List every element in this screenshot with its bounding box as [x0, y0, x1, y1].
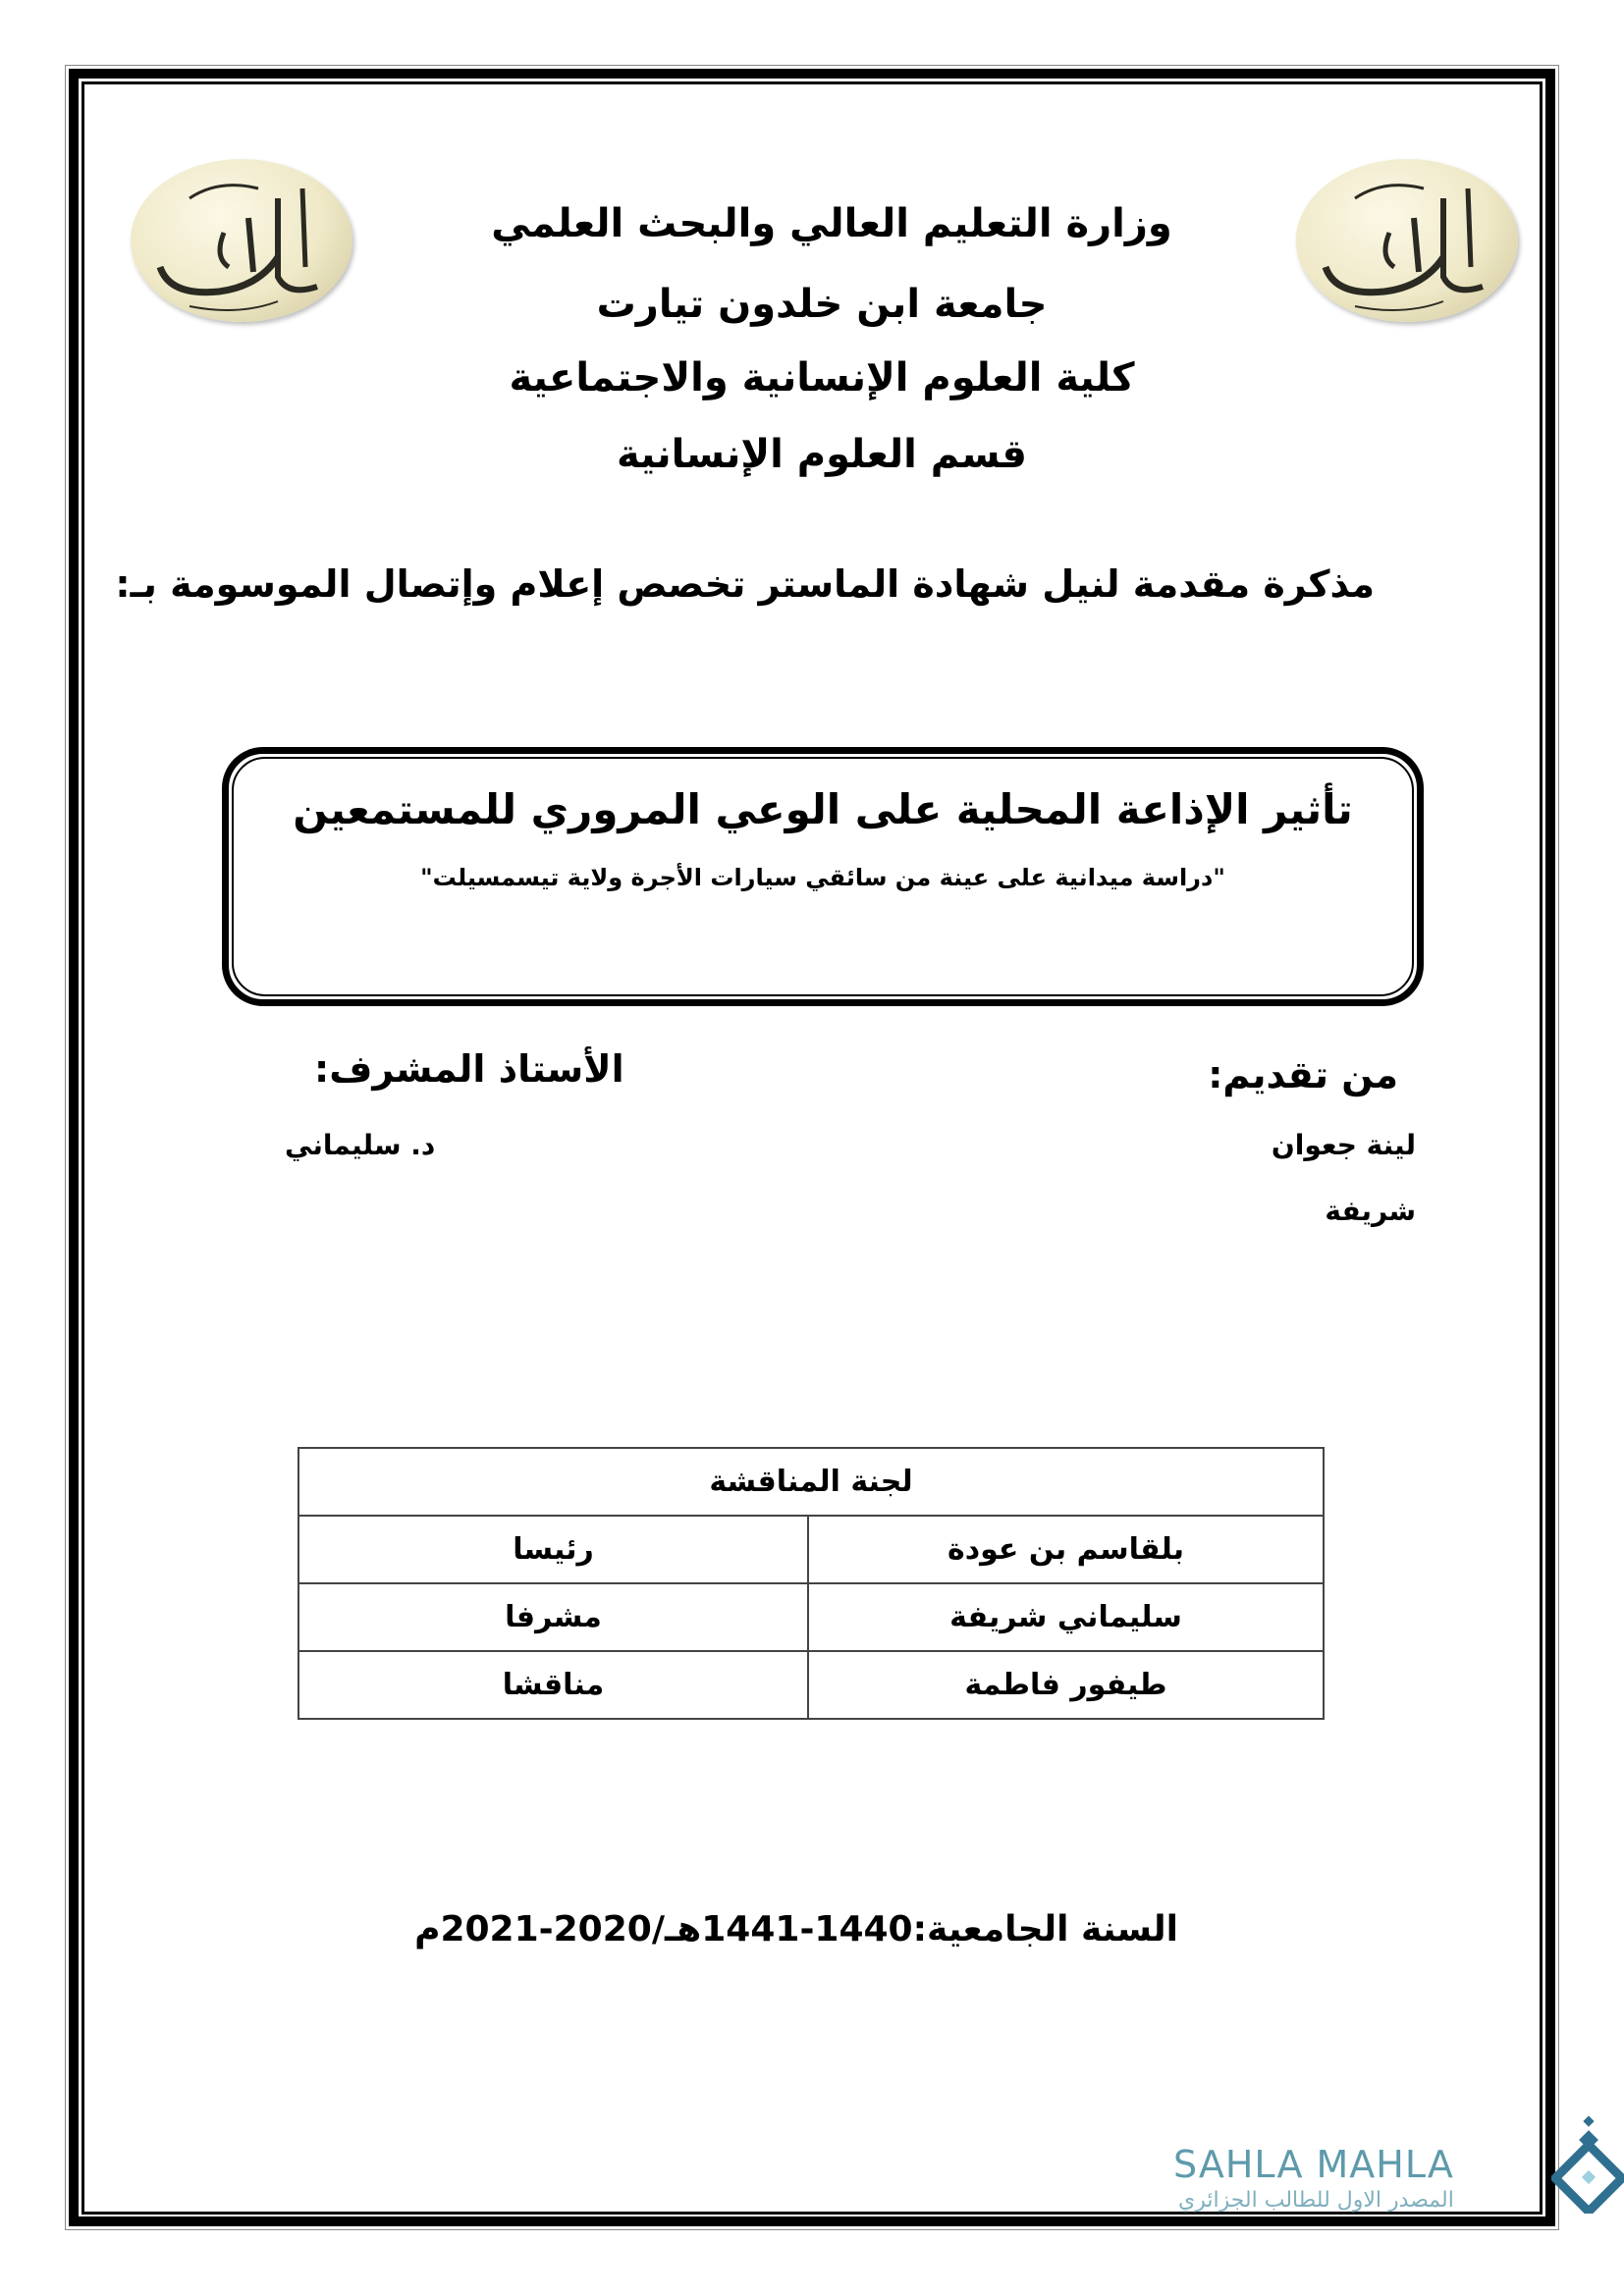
watermark-tagline: المصدر الاول للطالب الجزائري [1178, 2188, 1454, 2213]
sahla-mahla-logo-icon [1551, 2115, 1624, 2214]
member-role: رئيسا [298, 1516, 808, 1583]
supervisor-label: الأستاذ المشرف: [314, 1047, 624, 1091]
committee-title: لجنة المناقشة [298, 1448, 1324, 1516]
member-role: مشرفا [298, 1583, 808, 1651]
faculty-heading: كلية العلوم الإنسانية والاجتماعية [509, 355, 1135, 400]
thesis-statement: مذكرة مقدمة لنيل شهادة الماستر تخصص إعلام وإتصال الموسومة بـ: [115, 562, 1375, 606]
student-name: لينة جعوان [1271, 1129, 1416, 1161]
student-name: شريفة [1325, 1195, 1416, 1227]
thesis-title: تأثير الإذاعة المحلية على الوعي المروري للمستمعين [293, 785, 1353, 833]
supervisor-name: د. سليماني [285, 1129, 436, 1161]
member-name: سليماني شريفة [808, 1583, 1324, 1651]
table-row [298, 1583, 1324, 1651]
committee-header-row [298, 1448, 1324, 1516]
academic-year: السنة الجامعية:1440-1441هـ/2020-2021م [414, 1909, 1178, 1949]
watermark-brand: SAHLA MAHLA [1173, 2143, 1454, 2186]
table-row [298, 1651, 1324, 1719]
member-name: بلقاسم بن عودة [808, 1516, 1324, 1583]
member-role: مناقشا [298, 1651, 808, 1719]
committee-table [298, 1447, 1325, 1720]
thesis-subtitle: "دراسة ميدانية على عينة من سائقي سيارات الأجرة ولاية تيسمسيلت" [420, 864, 1225, 891]
table-row [298, 1516, 1324, 1583]
member-name: طيفور فاطمة [808, 1651, 1324, 1719]
department-heading: قسم العلوم الإنسانية [617, 432, 1027, 477]
ministry-heading: وزارة التعليم العالي والبحث العلمي [491, 201, 1172, 246]
university-heading: جامعة ابن خلدون تيارت [596, 282, 1048, 327]
presented-by-label: من تقديم: [1208, 1053, 1398, 1096]
